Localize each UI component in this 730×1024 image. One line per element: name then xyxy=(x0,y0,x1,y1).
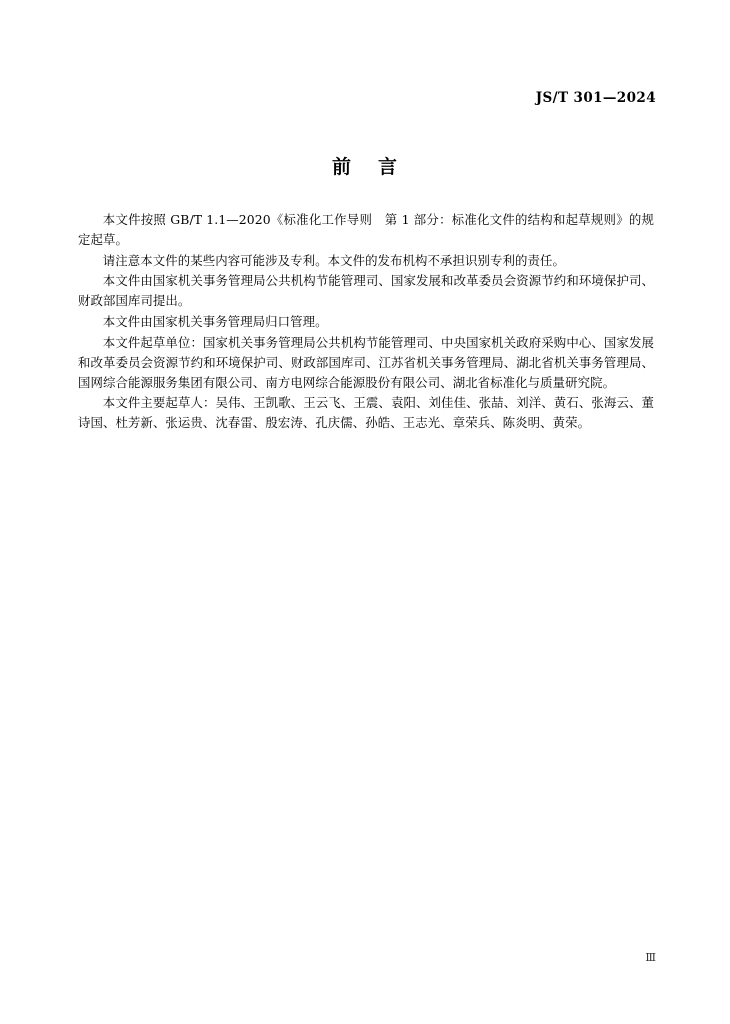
page-number: Ⅲ xyxy=(645,951,656,964)
paragraph: 本文件由国家机关事务管理局公共机构节能管理司、国家发展和改革委员会资源节约和环境保护司、财政部国库司提出。 xyxy=(78,273,654,309)
standard-code-header: JS/T 301—2024 xyxy=(535,90,656,106)
foreword-body xyxy=(78,210,654,434)
page-title-second: 言 xyxy=(378,156,399,178)
page-title xyxy=(0,152,730,179)
paragraph: 本文件起草单位：国家机关事务管理局公共机构节能管理司、中央国家机关政府采购中心、国家发展和改革委员会资源节约和环境保护司、财政部国库司、江苏省机关事务管理局、湖北省机关事务管理局、国网综合能源服务集团有限公司、南方电网综合能源股份有限公司、湖北省标准化与质量研究院。 xyxy=(78,334,654,390)
page-title-first: 前 xyxy=(331,156,352,178)
paragraph: 本文件按照 GB/T 1.1—2020《标准化工作导则 第 1 部分：标准化文件的结构和起草规则》的规定起草。 xyxy=(78,212,654,248)
paragraph: 本文件由国家机关事务管理局归口管理。 xyxy=(102,313,328,329)
paragraph: 请注意本文件的某些内容可能涉及专利。本文件的发布机构不承担识别专利的责任。 xyxy=(102,252,565,268)
paragraph: 本文件主要起草人：吴伟、王凯歌、王云飞、王震、袁阳、刘佳佳、张喆、刘洋、黄石、张海云、董诗国、杜芳新、张运贵、沈春雷、殷宏涛、孔庆儒、孙皓、王志光、章荣兵、陈炎明、黄荣。 xyxy=(78,395,654,431)
